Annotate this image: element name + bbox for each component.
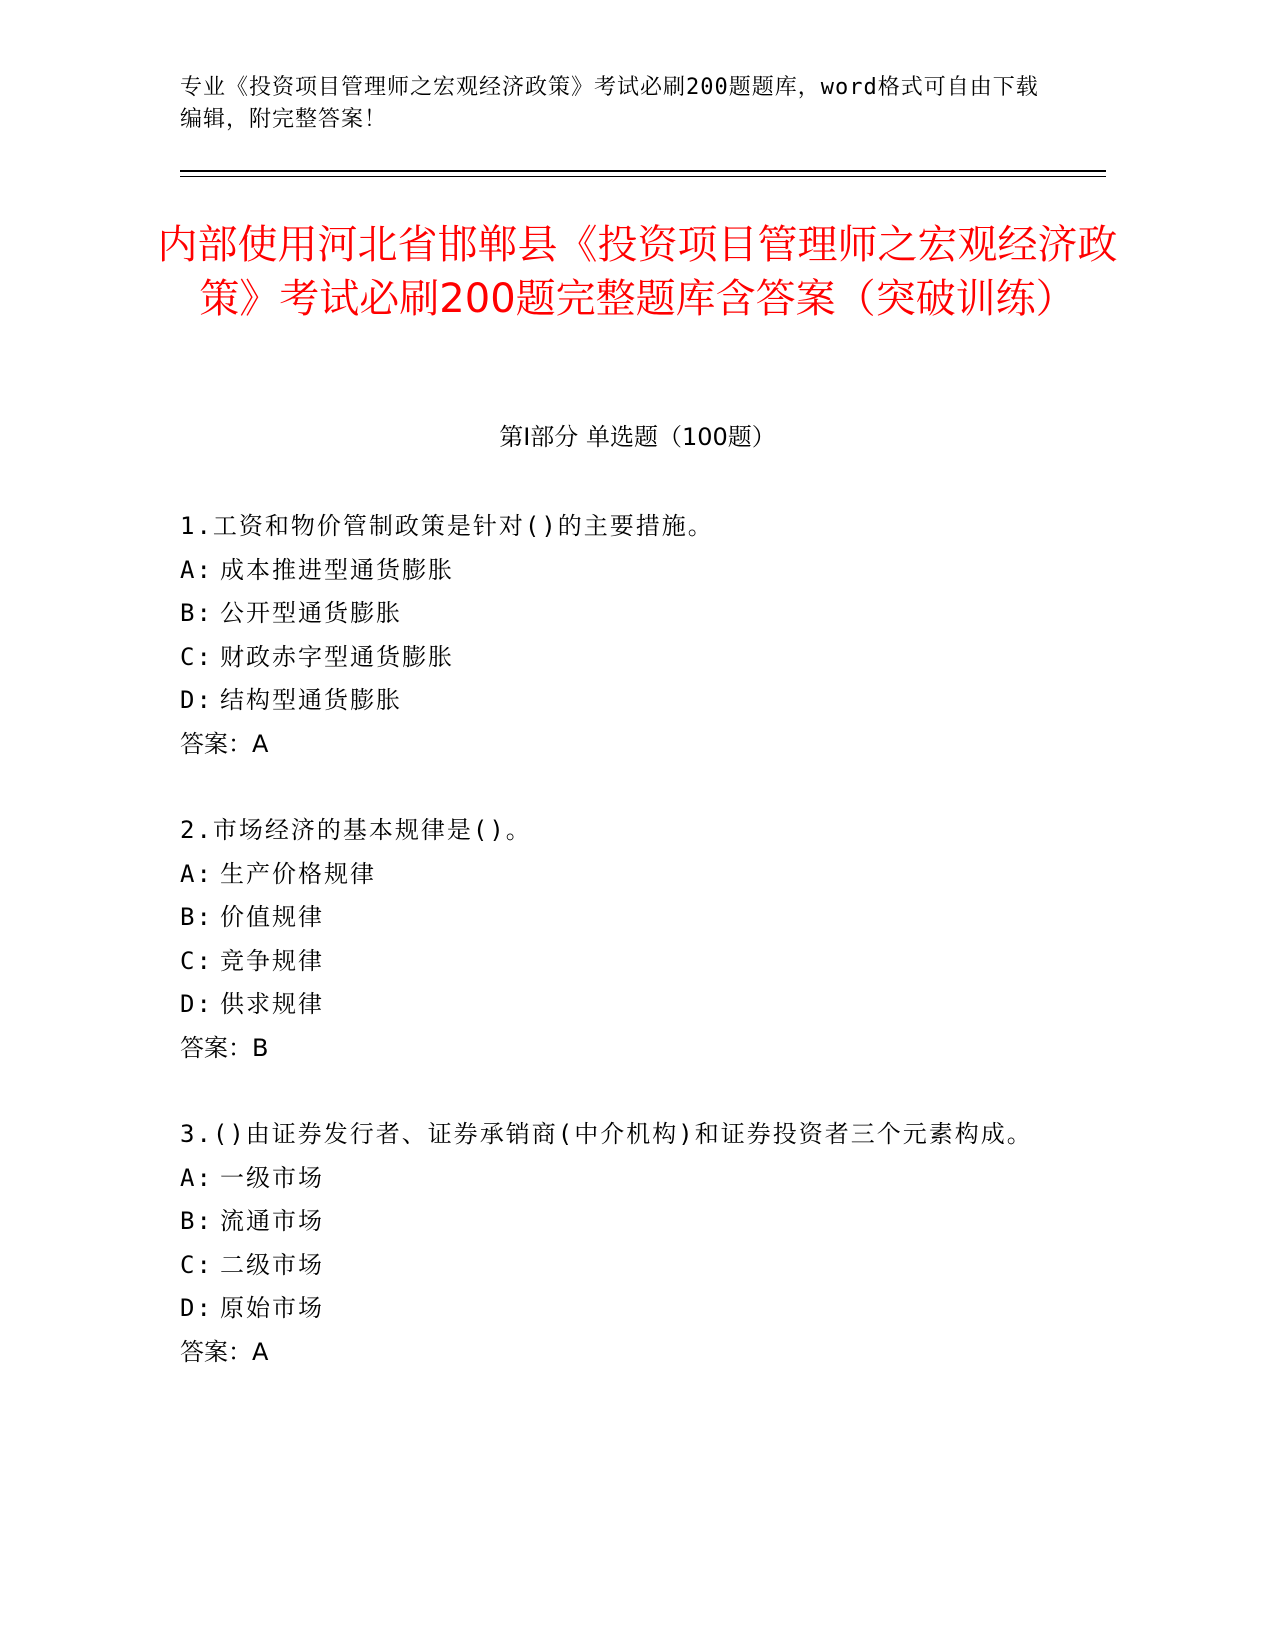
option-text: 生产价格规律 [220, 859, 376, 888]
question-stem: 3.()由证券发行者、证券承销商(中介机构)和证券投资者三个元素构成。 [180, 1120, 1033, 1148]
option-c [180, 636, 1060, 680]
option-letter: A: [180, 1163, 213, 1192]
option-letter: C: [180, 642, 213, 671]
option-text: 成本推进型通货膨胀 [220, 555, 454, 584]
option-letter: B: [180, 1207, 213, 1235]
question-stem: 1.工资和物价管制政策是针对()的主要措施。 [180, 512, 714, 540]
option-letter: A: [180, 555, 213, 584]
option-d [180, 983, 1060, 1027]
option-a [180, 853, 1060, 897]
answer-line: 答案：A [180, 729, 269, 758]
option-text: 公开型通货膨胀 [220, 599, 402, 627]
option-b [180, 592, 1060, 636]
document-title: 内部使用河北省邯郸县《投资项目管理师之宏观经济政策》考试必刷200题完整题库含答案（突破训练） [157, 222, 1118, 322]
option-letter: D: [180, 686, 213, 714]
option-text: 竞争规律 [220, 946, 324, 975]
page-header: 专业《投资项目管理师之宏观经济政策》考试必刷200题题库，word格式可自由下载编辑，附完整答案！ [180, 75, 1039, 132]
option-text: 原始市场 [220, 1294, 324, 1322]
question-1 [180, 505, 1060, 766]
option-text: 价值规律 [220, 903, 324, 931]
option-text: 财政赤字型通货膨胀 [220, 642, 454, 671]
option-letter: B: [180, 599, 213, 627]
option-c [180, 940, 1060, 984]
answer-line: 答案：B [180, 1033, 269, 1062]
question-2 [180, 809, 1060, 1070]
option-b [180, 896, 1060, 940]
option-text: 二级市场 [220, 1250, 324, 1279]
option-letter: D: [180, 1294, 213, 1322]
option-a [180, 549, 1060, 593]
section-title: 第I部分 单选题（100题） [499, 423, 776, 451]
answer-line: 答案：A [180, 1337, 269, 1366]
option-letter: B: [180, 903, 213, 931]
question-list [180, 505, 1060, 1417]
option-text: 流通市场 [220, 1207, 324, 1235]
option-letter: A: [180, 859, 213, 888]
header-divider-thin [180, 176, 1106, 177]
header-divider-thick [180, 170, 1106, 172]
option-letter: C: [180, 1250, 213, 1279]
option-a [180, 1157, 1060, 1201]
option-text: 结构型通货膨胀 [220, 686, 402, 714]
option-letter: D: [180, 990, 213, 1018]
question-stem: 2.市场经济的基本规律是()。 [180, 816, 532, 844]
question-3 [180, 1113, 1060, 1374]
option-letter: C: [180, 946, 213, 975]
option-text: 一级市场 [220, 1163, 324, 1192]
option-d [180, 679, 1060, 723]
option-b [180, 1200, 1060, 1244]
option-d [180, 1287, 1060, 1331]
option-text: 供求规律 [220, 990, 324, 1018]
option-c [180, 1244, 1060, 1288]
